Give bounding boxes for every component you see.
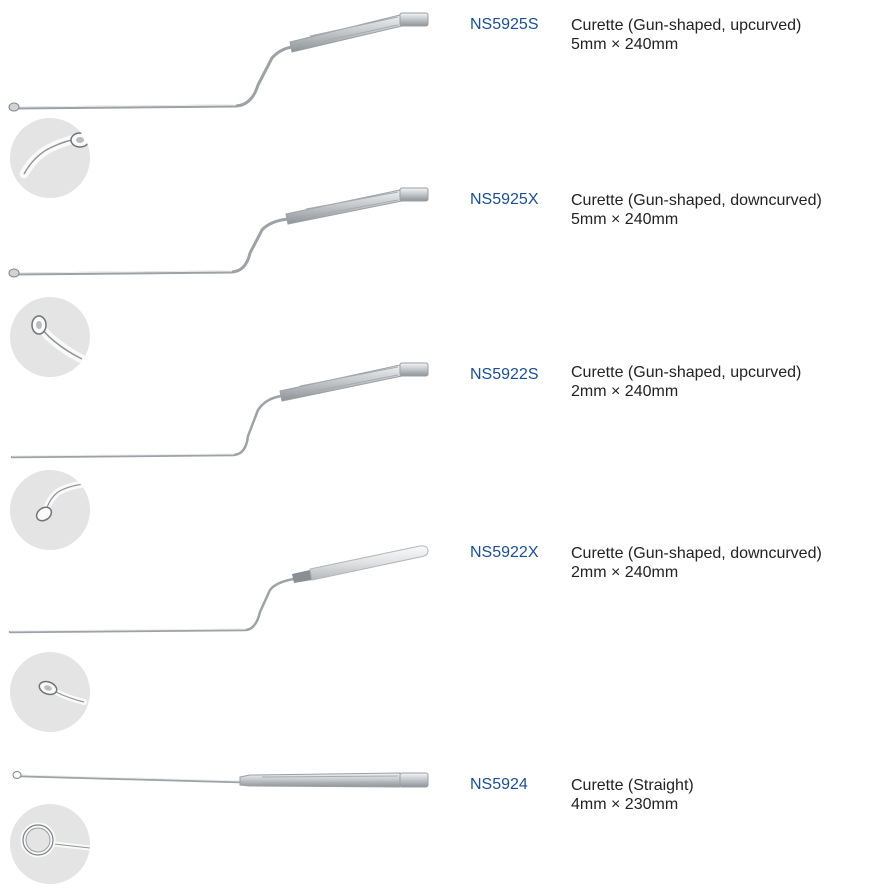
product-code: NS5922X — [470, 544, 539, 561]
product-description — [571, 191, 822, 229]
product-size: 4mm × 230mm — [571, 796, 679, 813]
gun-shaped-curette-icon — [0, 532, 440, 657]
product-name: Curette (Gun‑shaped, upcurved) — [571, 17, 802, 34]
detail-circle — [10, 804, 90, 884]
product-code: NS5924 — [470, 776, 528, 793]
ring-tip-icon — [10, 804, 90, 884]
product-description — [571, 776, 694, 814]
product-size: 5mm × 240mm — [571, 211, 679, 228]
product-description — [571, 544, 822, 582]
product-code: NS5925S — [470, 16, 539, 33]
straight-curette-icon — [0, 760, 440, 800]
gun-shaped-curette-icon — [0, 175, 440, 300]
downcurved-tip-icon — [10, 652, 90, 732]
product-name: Curette (Gun‑shaped, downcurved) — [571, 545, 822, 562]
product-code: NS5925X — [470, 191, 539, 208]
product-description — [571, 363, 801, 401]
product-size: 2mm × 240mm — [571, 383, 679, 400]
gun-shaped-curette-icon — [0, 350, 440, 475]
gun-shaped-curette-icon — [0, 0, 440, 125]
product-code: NS5922S — [470, 366, 539, 383]
product-size: 5mm × 240mm — [571, 36, 679, 53]
product-name: Curette (Straight) — [571, 777, 694, 794]
product-size: 2mm × 240mm — [571, 564, 679, 581]
product-description — [571, 16, 801, 54]
product-name: Curette (Gun‑shaped, downcurved) — [571, 192, 822, 209]
product-name: Curette (Gun‑shaped, upcurved) — [571, 364, 802, 381]
detail-circle — [10, 652, 90, 732]
